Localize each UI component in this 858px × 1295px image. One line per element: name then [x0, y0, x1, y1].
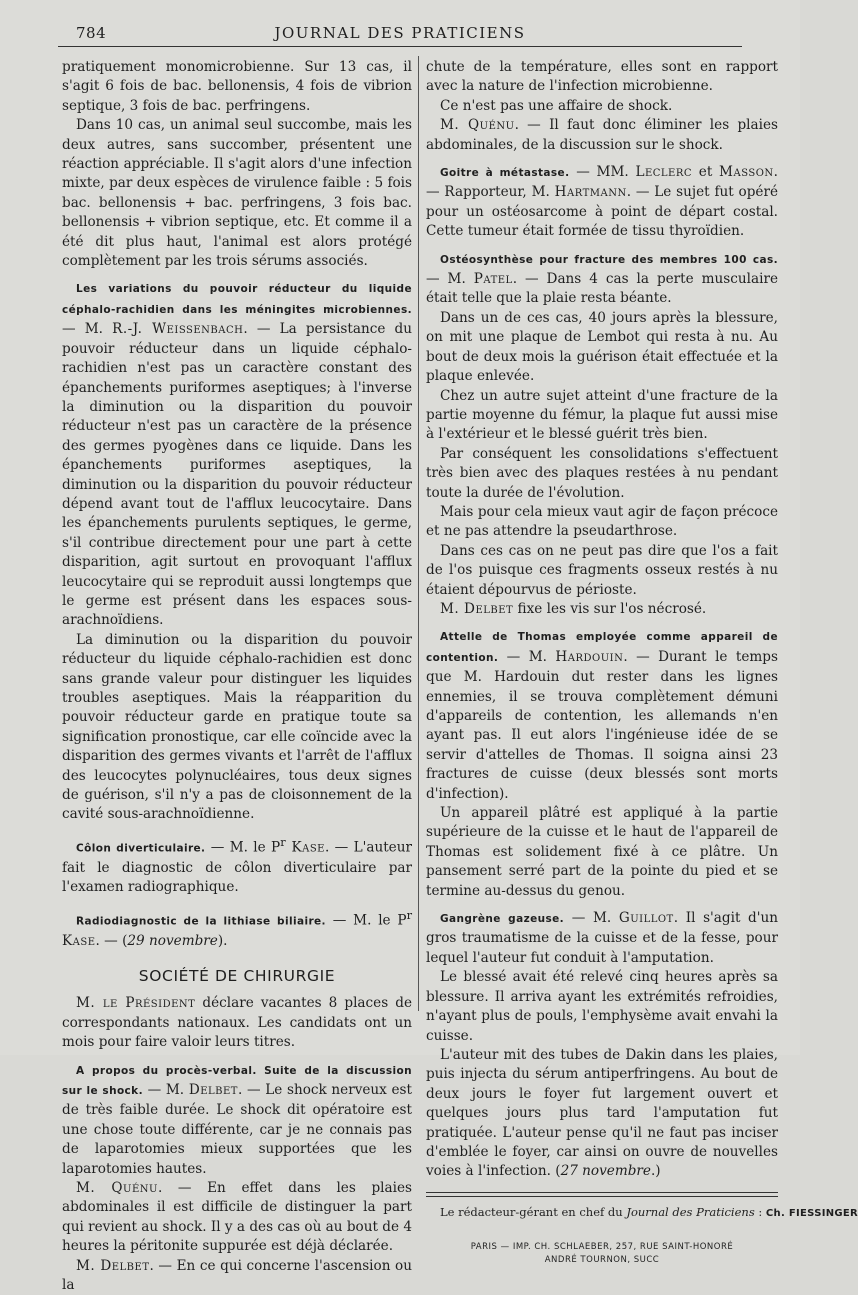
- paragraph: L'auteur mit des tubes de Dakin dans les plaies, puis injecta du sérum antiperfringens. Au bout de deux jours le foyer fut largement ouvert et quelques jours plus tard l'amputation fut pratiquée. L'auteur pense qu'il ne faut pas inciser d'emblée le foyer, car ainsi on ouvre de nouvelles voies à l'infection. (27 novembre.): [426, 1046, 778, 1180]
- author-name: M. Quénu: [76, 1180, 158, 1196]
- date: 29 novembre: [127, 932, 218, 949]
- author-name: Delbet: [188, 1081, 238, 1098]
- abstract-paragraph: Radiodiagnostic de la lithiase biliaire. — M. le $P^r$ Kase. — (29 novembre).: [62, 907, 412, 949]
- author-name: Guillot: [618, 910, 674, 927]
- abstract-heading: Goitre à métastase.: [440, 167, 570, 180]
- abstract-heading: Attelle de Thomas employée comme appareil de contention.: [426, 631, 778, 664]
- footer-rule: [426, 1196, 778, 1197]
- left-column: [62, 58, 412, 1295]
- paragraph: M. Quénu. — Il faut donc éliminer les plaies abdominales, de la discussion sur le shock.: [426, 117, 778, 153]
- author-name: Hardouin: [555, 648, 624, 665]
- section-title: SOCIÉTÉ DE CHIRURGIE: [138, 966, 336, 985]
- right-column: [426, 58, 858, 1267]
- paragraph: Mais pour cela mieux vaut agir de façon précoce et ne pas attendre la pseudarthrose.: [426, 503, 778, 540]
- paragraph: M. Delbet fixe les vis sur l'os nécrosé.: [440, 600, 707, 617]
- abstract-heading: Gangrène gazeuse.: [440, 913, 565, 926]
- author-name: M. Delbet: [440, 600, 514, 617]
- paragraph: M. Delbet. — En ce qui concerne l'ascension ou la: [62, 1257, 412, 1294]
- header-rule: [58, 46, 742, 47]
- paragraph: Dans un de ces cas, 40 jours après la blessure, on mit une plaque de Lembot qui resta à nu. Au bout de deux mois la guérison était effectuée et la plaque enlevée.: [426, 309, 778, 385]
- paragraph: chute de la température, elles sont en rapport avec la nature de l'infection microbienne.: [426, 59, 778, 95]
- author-name: R.-J. Weissenbach: [112, 321, 244, 338]
- journal-name: Journal des Praticiens: [626, 1204, 755, 1219]
- page-header: [58, 18, 742, 46]
- abstract-paragraph: Côlon diverticulaire. — M. le $P^r$ Kase. — L'auteur fait le diagnostic de côlon diverticulaire par l'examen radiographique.: [62, 834, 412, 896]
- page-number: 784: [76, 24, 107, 42]
- abstract-paragraph: A propos du procès-verbal. Suite de la discussion sur le shock. — M. Delbet. — Le shock nerveux est de très faible durée. Le shock dit opératoire est une chose toute différente, car je ne connais pas de laparotomies mieux supportées que les laparotomies hautes.: [62, 1064, 412, 1177]
- paragraph: Ce n'est pas une affaire de shock.: [440, 97, 673, 114]
- author-name: Kase: [285, 839, 325, 856]
- paragraph: M. Quénu. — En effet dans les plaies abdominales il est difficile de distinguer la part qui revient au shock. Il y a des cas où au bout de 4 heures la péritonite suppurée est déjà déclarée.: [62, 1180, 412, 1255]
- author-name: M. Delbet: [76, 1257, 150, 1274]
- paragraph: pratiquement monomicrobienne. Sur 13 cas, il s'agit 6 fois de bac. bellonensis, 4 fois de vibrion septique, 3 fois de bac. perfringens.: [62, 59, 412, 114]
- paragraph: Chez un autre sujet atteint d'une fracture de la partie moyenne du fémur, la plaque fut aussi mise à l'extérieur et le blessé guérit très bien.: [426, 387, 778, 443]
- abstract-paragraph: Goitre à métastase. — MM. Leclerc et Masson. — Rapporteur, M. Hartmann. — Le sujet fut opéré pour un ostéosarcome à point de départ costal. Cette tumeur était formée de tissu thyroïdien.: [426, 164, 778, 240]
- abstract-heading: Côlon diverticulaire.: [76, 842, 206, 855]
- journal-title: JOURNAL DES PRATICIENS: [274, 24, 526, 42]
- author-name: Patel: [473, 271, 513, 288]
- printer-imprint: PARIS — IMP. CH. SCHLAEBER, 257, RUE SAINT-HONORÉ ANDRÉ TOURNON, SUCC: [470, 1242, 734, 1266]
- author-name: Hartmann: [554, 184, 627, 201]
- author-name: Leclerc: [635, 164, 693, 181]
- editor-name: Ch. FIESSINGER: [765, 1207, 858, 1219]
- paragraph: Par conséquent les consolidations s'effectuent très bien avec des plaques restées à nu pendant toute la durée de l'évolution.: [426, 445, 778, 501]
- paragraph: La diminution ou la disparition du pouvoir réducteur du liquide céphalo-rachidien est donc sans grande valeur pour distinguer les liquides troubles aseptiques. Mais la réapparition du pouvoir réducteur garde en pratique toute sa signification pronostique, car elle coïncide avec la disparition des germes vivants et l'arrêt de l'afflux des leucocytes polynucléaires, tous deux signes de guérison, s'il n'y a pas de cloisonnement de la cavité sous-arachnoïdienne.: [62, 631, 412, 823]
- paragraph: Le blessé avait été relevé cinq heures après sa blessure. Il arriva ayant les extrémités refroidies, n'ayant plus de pouls, l'emphysème avait envahi la cuisse.: [426, 969, 778, 1044]
- date: 27 novembre: [560, 1163, 651, 1180]
- paragraph: Dans ces cas on ne peut pas dire que l'os a fait de l'os puisque ces fragments osseux restés à nu étaient dépourvus de périoste.: [426, 542, 778, 598]
- abstract-paragraph: Attelle de Thomas employée comme appareil de contention. — M. Hardouin. — Durant le temps que M. Hardouin dut rester dans les lignes ennemies, il se trouva complètement démuni d'appareils de contention, les allemands n'en ayant pas. Il eut alors l'ingénieuse idée de se servir d'attelles de Thomas. Il soigna ainsi 23 fractures de cuisse (deux blessés sont morts d'infection).: [426, 631, 778, 802]
- author-name: Kase: [62, 932, 96, 949]
- author-name: M. Quénu: [440, 117, 515, 134]
- paragraph: Dans 10 cas, un animal seul succombe, mais les deux autres, sans succomber, présentent une réaction appréciable. Il s'agit alors d'une infection mixte, par deux espèces de virulence faible : 5 fois bac. bellonensis + bac. perfringens, 3 fois bac. bellonensis + vibrion septique, etc. Et comme il a été dit plus haut, l'animal est alors protégé complètement par les trois sérums associés.: [62, 117, 412, 270]
- author-name: M. le Président: [76, 995, 196, 1012]
- paragraph: Un appareil plâtré est appliqué à la partie supérieure de la cuisse et le haut de l'appareil de Thomas est solidement fixé à ce plâtre. Un pansement serré part de la pointe du pied et se termine au-dessus du genou.: [426, 805, 778, 899]
- paragraph: M. le Président déclare vacantes 8 places de correspondants nationaux. Les candidats ont un mois pour faire valoir leurs titres.: [62, 995, 412, 1051]
- editor-credit: Le rédacteur-gérant en chef du Journal des Praticiens : Ch. FIESSINGER: [440, 1204, 858, 1219]
- abstract-heading: Radiodiagnostic de la lithiase biliaire.: [76, 915, 326, 928]
- abstract-paragraph: Ostéosynthèse pour fracture des membres 100 cas. — M. Patel. — Dans 4 cas la perte musculaire était telle que la plaie resta béante.: [426, 253, 778, 307]
- column-divider: [418, 56, 419, 1011]
- abstract-heading: Les variations du pouvoir réducteur du liquide céphalo-rachidien dans les méningites microbiennes.: [62, 283, 412, 316]
- abstract-paragraph: Gangrène gazeuse. — M. Guillot. Il s'agit d'un gros traumatisme de la cuisse et de la fesse, pour lequel l'auteur fut conduit à l'amputation.: [426, 910, 778, 966]
- author-name: Masson: [719, 164, 774, 181]
- abstract-paragraph: Les variations du pouvoir réducteur du liquide céphalo-rachidien dans les méningites microbiennes. — M. R.-J. Weissenbach. — La persistance du pouvoir réducteur dans un liquide céphalo-rachidien n'est pas un caractère constant des épanchements puriformes aseptiques; à l'inverse la diminution ou la disparition du pouvoir réducteur n'est pas un caractère de la présence des germes pyogènes dans ce liquide. Dans les épanchements puriformes aseptiques, la diminution ou la disparition du pouvoir réducteur dépend avant tout de l'afflux leucocytaire. Dans les épanchements purulents septiques, le germe, s'il contribue directement pour une part à cette disparition, agit surtout en provoquant l'afflux leucocytaire qui se reproduit aussi longtemps que le germe est présent dans les espaces sous-arachnoïdiens.: [62, 283, 412, 629]
- abstract-heading: Ostéosynthèse pour fracture des membres 100 cas.: [440, 253, 778, 266]
- footer-rule: [426, 1192, 778, 1193]
- abstract-heading: A propos du procès-verbal. Suite de la discussion sur le shock.: [62, 1064, 412, 1097]
